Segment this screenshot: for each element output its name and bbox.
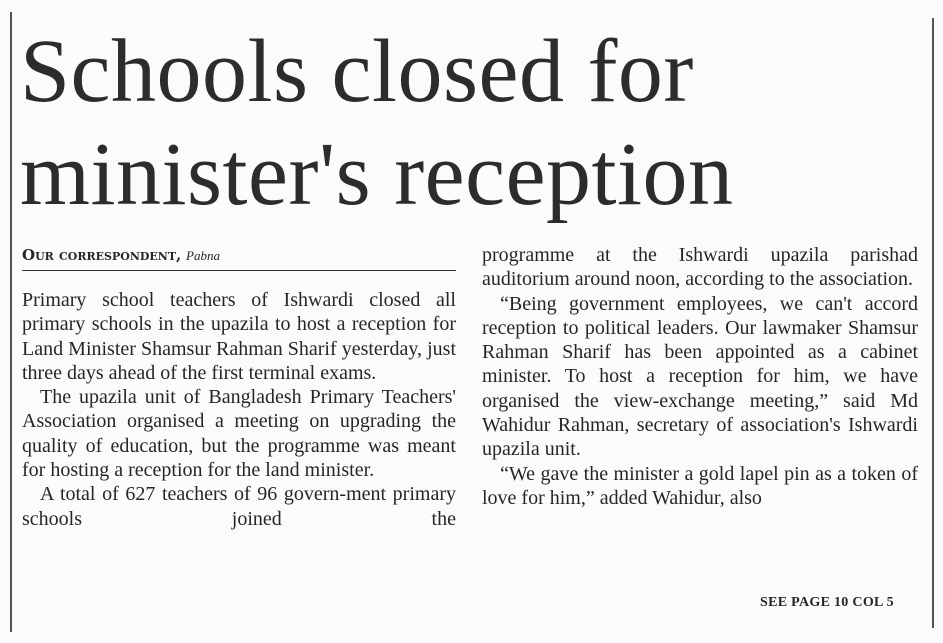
paragraph: programme at the Ishwardi upazila parishad auditorium around noon, according to the association. [482,244,918,291]
headline: Schools closed for minister's reception [20,22,734,224]
paragraph: A total of 627 teachers of 96 govern-ment primary schools joined the [22,483,456,530]
article-column-right [482,243,918,510]
byline-place: Pabna [186,248,220,263]
paragraph: Primary school teachers of Ishwardi closed all primary schools in the upazila to host a reception for Land Minister Shamsur Rahman Sharif yesterday, just three days ahead of the first terminal exams. [22,289,456,384]
paragraph: “Being government employees, we can't accord reception to political leaders. Our lawmaker Shamsur Rahman Sharif has been appointed as a cabinet minister. To host a reception for him, we have organised the view-exchange meeting,” said Md Wahidur Rahman, secretary of association's Ishwardi upazila unit. [482,292,918,461]
byline [22,246,456,271]
paragraph: The upazila unit of Bangladesh Primary Teachers' Association organised a meeting on upgrading the quality of education, but the programme was meant for hosting a reception for the land minister. [22,386,456,482]
column-rule-left [10,12,12,632]
byline-name: Our correspondent, [22,246,182,264]
article-column-left [22,288,456,531]
continuation-note[interactable]: SEE PAGE 10 COL 5 [760,595,894,610]
paragraph: “We gave the minister a gold lapel pin as a token of love for him,” added Wahidur, also [482,462,918,509]
column-rule-right [932,18,934,628]
